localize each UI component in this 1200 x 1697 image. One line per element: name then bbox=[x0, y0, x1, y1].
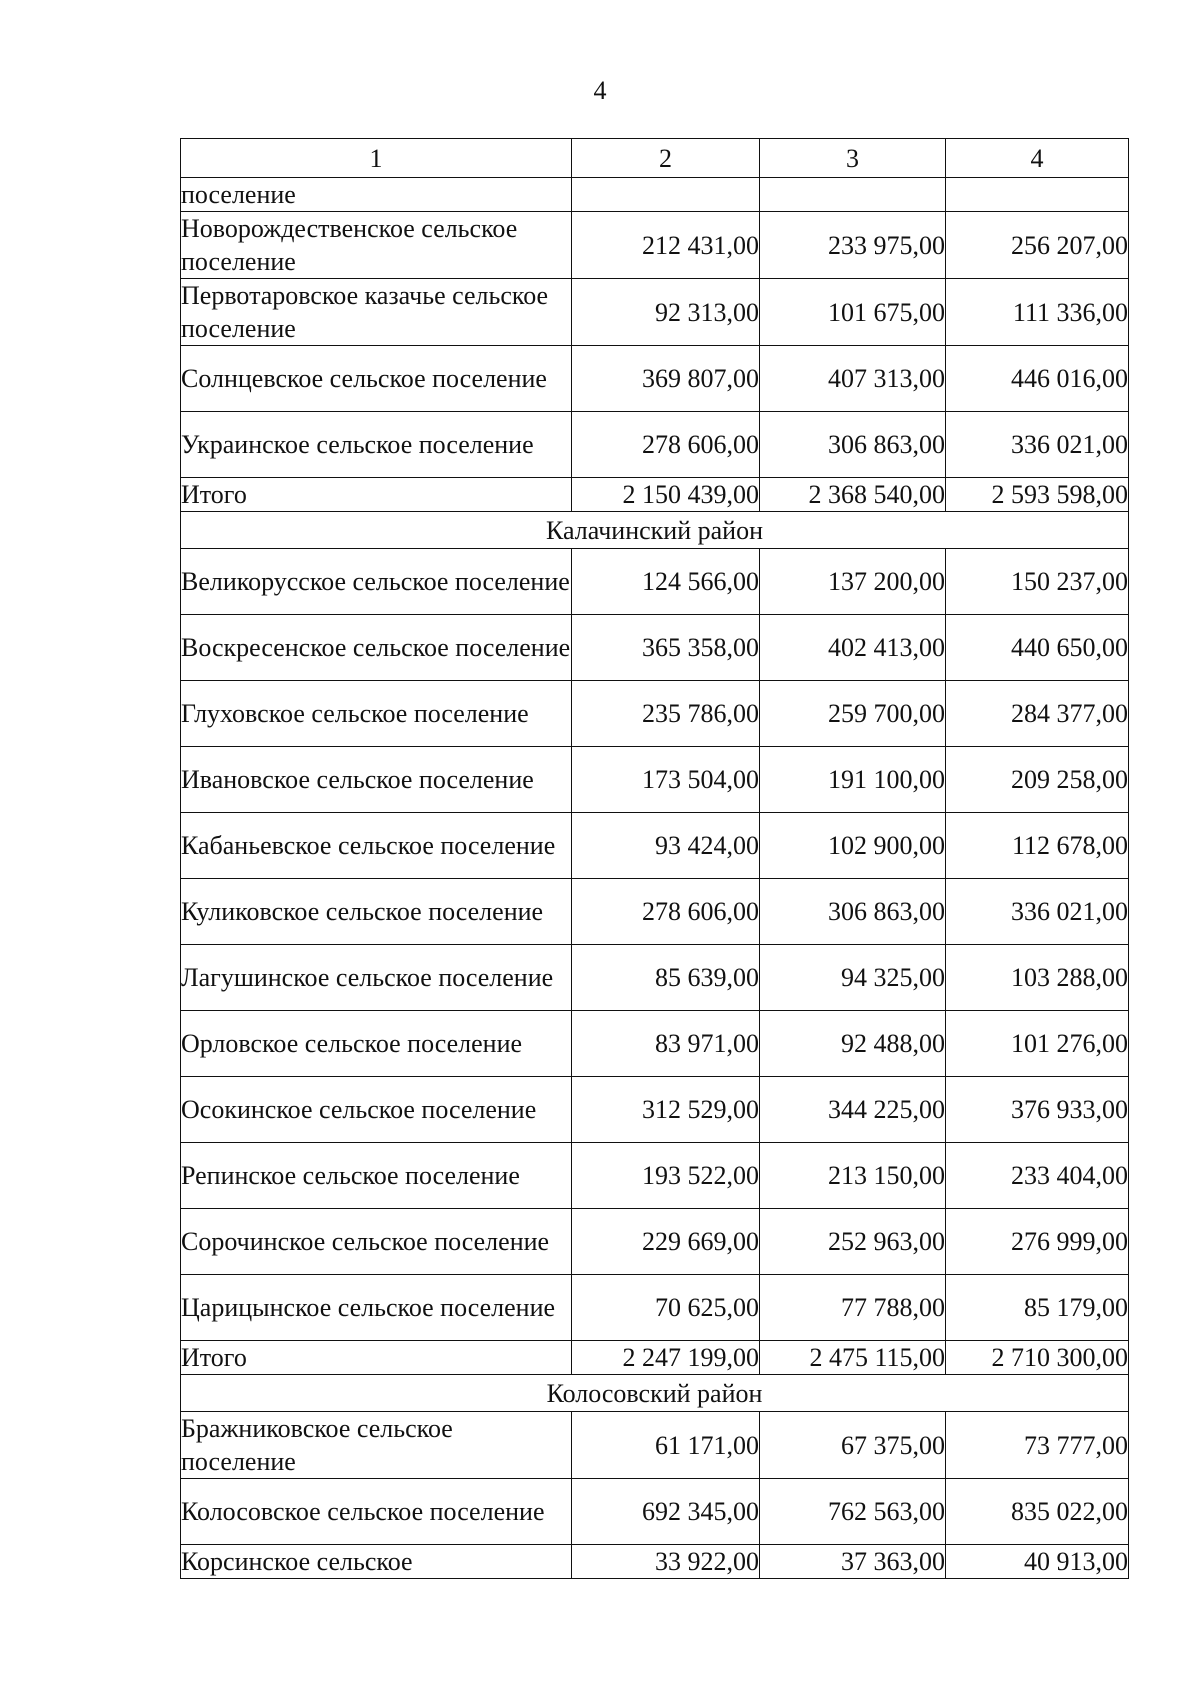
value-col-3: 77 788,00 bbox=[760, 1275, 946, 1341]
settlement-name: Кабаньевское сельское поселение bbox=[181, 813, 572, 879]
value-col-4: 256 207,00 bbox=[946, 212, 1129, 279]
value-col-4: 446 016,00 bbox=[946, 346, 1129, 412]
value-col-4: 73 777,00 bbox=[946, 1412, 1129, 1479]
table-row bbox=[181, 813, 1129, 879]
value-col-4: 440 650,00 bbox=[946, 615, 1129, 681]
budget-table bbox=[180, 138, 1129, 1579]
table-row bbox=[181, 945, 1129, 1011]
value-col-2: 369 807,00 bbox=[572, 346, 760, 412]
value-col-2: 278 606,00 bbox=[572, 879, 760, 945]
value-col-4: 111 336,00 bbox=[946, 279, 1129, 346]
district-row bbox=[181, 512, 1129, 549]
value-col-3: 92 488,00 bbox=[760, 1011, 946, 1077]
value-col-2: 193 522,00 bbox=[572, 1143, 760, 1209]
table-row bbox=[181, 747, 1129, 813]
value-col-3: 407 313,00 bbox=[760, 346, 946, 412]
value-col-3: 101 675,00 bbox=[760, 279, 946, 346]
value-col-2: 312 529,00 bbox=[572, 1077, 760, 1143]
value-col-2: 83 971,00 bbox=[572, 1011, 760, 1077]
table-row bbox=[181, 346, 1129, 412]
value-col-3: 762 563,00 bbox=[760, 1479, 946, 1545]
header-col-4: 4 bbox=[946, 139, 1129, 178]
table-row bbox=[181, 1479, 1129, 1545]
empty-cell bbox=[760, 178, 946, 212]
total-row bbox=[181, 478, 1129, 512]
value-col-2: 173 504,00 bbox=[572, 747, 760, 813]
table-row bbox=[181, 412, 1129, 478]
settlement-name: Глуховское сельское поселение bbox=[181, 681, 572, 747]
empty-cell bbox=[572, 178, 760, 212]
total-col-4: 2 710 300,00 bbox=[946, 1341, 1129, 1375]
value-col-2: 61 171,00 bbox=[572, 1412, 760, 1479]
district-row bbox=[181, 1375, 1129, 1412]
total-label: Итого bbox=[181, 1341, 572, 1375]
settlement-name: Корсинское сельское bbox=[181, 1545, 572, 1579]
value-col-2: 278 606,00 bbox=[572, 412, 760, 478]
table-row bbox=[181, 212, 1129, 279]
page-number: 4 bbox=[593, 76, 607, 105]
value-col-4: 284 377,00 bbox=[946, 681, 1129, 747]
settlement-name: Царицынское сельское поселение bbox=[181, 1275, 572, 1341]
value-col-3: 344 225,00 bbox=[760, 1077, 946, 1143]
value-col-2: 85 639,00 bbox=[572, 945, 760, 1011]
value-col-4: 101 276,00 bbox=[946, 1011, 1129, 1077]
value-col-3: 191 100,00 bbox=[760, 747, 946, 813]
settlement-name: Новорождественское сельское поселение bbox=[181, 212, 572, 279]
settlement-name: Куликовское сельское поселение bbox=[181, 879, 572, 945]
value-col-3: 306 863,00 bbox=[760, 879, 946, 945]
value-col-3: 37 363,00 bbox=[760, 1545, 946, 1579]
value-col-2: 124 566,00 bbox=[572, 549, 760, 615]
empty-cell bbox=[946, 178, 1129, 212]
value-col-4: 336 021,00 bbox=[946, 879, 1129, 945]
value-col-3: 67 375,00 bbox=[760, 1412, 946, 1479]
value-col-2: 92 313,00 bbox=[572, 279, 760, 346]
value-col-2: 212 431,00 bbox=[572, 212, 760, 279]
value-col-3: 252 963,00 bbox=[760, 1209, 946, 1275]
value-col-4: 276 999,00 bbox=[946, 1209, 1129, 1275]
value-col-3: 306 863,00 bbox=[760, 412, 946, 478]
value-col-4: 85 179,00 bbox=[946, 1275, 1129, 1341]
header-col-2: 2 bbox=[572, 139, 760, 178]
table-row bbox=[181, 1412, 1129, 1479]
table-row bbox=[181, 1209, 1129, 1275]
value-col-2: 365 358,00 bbox=[572, 615, 760, 681]
value-col-2: 229 669,00 bbox=[572, 1209, 760, 1275]
district-title: Калачинский район bbox=[181, 512, 1129, 549]
total-col-2: 2 150 439,00 bbox=[572, 478, 760, 512]
continuation-row bbox=[181, 178, 1129, 212]
total-col-3: 2 475 115,00 bbox=[760, 1341, 946, 1375]
value-col-4: 376 933,00 bbox=[946, 1077, 1129, 1143]
settlement-name: Осокинское сельское поселение bbox=[181, 1077, 572, 1143]
value-col-3: 259 700,00 bbox=[760, 681, 946, 747]
value-col-2: 692 345,00 bbox=[572, 1479, 760, 1545]
settlement-name: Великорусское сельское поселение bbox=[181, 549, 572, 615]
value-col-4: 233 404,00 bbox=[946, 1143, 1129, 1209]
value-col-2: 235 786,00 bbox=[572, 681, 760, 747]
continuation-label: поселение bbox=[181, 178, 572, 212]
header-row bbox=[181, 139, 1129, 178]
value-col-2: 70 625,00 bbox=[572, 1275, 760, 1341]
table-row bbox=[181, 1275, 1129, 1341]
value-col-4: 336 021,00 bbox=[946, 412, 1129, 478]
table-row bbox=[181, 681, 1129, 747]
table-row bbox=[181, 279, 1129, 346]
value-col-3: 137 200,00 bbox=[760, 549, 946, 615]
table-row bbox=[181, 549, 1129, 615]
settlement-name: Лагушинское сельское поселение bbox=[181, 945, 572, 1011]
table-row bbox=[181, 1545, 1129, 1579]
value-col-2: 33 922,00 bbox=[572, 1545, 760, 1579]
settlement-name: Ивановское сельское поселение bbox=[181, 747, 572, 813]
value-col-4: 835 022,00 bbox=[946, 1479, 1129, 1545]
table-row bbox=[181, 1011, 1129, 1077]
table-row bbox=[181, 1143, 1129, 1209]
value-col-3: 213 150,00 bbox=[760, 1143, 946, 1209]
table-row bbox=[181, 615, 1129, 681]
total-col-3: 2 368 540,00 bbox=[760, 478, 946, 512]
value-col-4: 40 913,00 bbox=[946, 1545, 1129, 1579]
value-col-4: 103 288,00 bbox=[946, 945, 1129, 1011]
total-label: Итого bbox=[181, 478, 572, 512]
value-col-3: 102 900,00 bbox=[760, 813, 946, 879]
settlement-name: Орловское сельское поселение bbox=[181, 1011, 572, 1077]
district-title: Колосовский район bbox=[181, 1375, 1129, 1412]
header-col-3: 3 bbox=[760, 139, 946, 178]
table-row bbox=[181, 1077, 1129, 1143]
settlement-name: Солнцевское сельское поселение bbox=[181, 346, 572, 412]
settlement-name: Воскресенское сельское поселение bbox=[181, 615, 572, 681]
settlement-name: Репинское сельское поселение bbox=[181, 1143, 572, 1209]
table-row bbox=[181, 879, 1129, 945]
value-col-3: 94 325,00 bbox=[760, 945, 946, 1011]
settlement-name: Колосовское сельское поселение bbox=[181, 1479, 572, 1545]
total-row bbox=[181, 1341, 1129, 1375]
settlement-name: Бражниковское сельское поселение bbox=[181, 1412, 572, 1479]
total-col-2: 2 247 199,00 bbox=[572, 1341, 760, 1375]
settlement-name: Украинское сельское поселение bbox=[181, 412, 572, 478]
value-col-4: 150 237,00 bbox=[946, 549, 1129, 615]
value-col-2: 93 424,00 bbox=[572, 813, 760, 879]
header-col-1: 1 bbox=[181, 139, 572, 178]
settlement-name: Первотаровское казачье сельское поселение bbox=[181, 279, 572, 346]
value-col-4: 112 678,00 bbox=[946, 813, 1129, 879]
total-col-4: 2 593 598,00 bbox=[946, 478, 1129, 512]
settlement-name: Сорочинское сельское поселение bbox=[181, 1209, 572, 1275]
value-col-3: 402 413,00 bbox=[760, 615, 946, 681]
value-col-3: 233 975,00 bbox=[760, 212, 946, 279]
value-col-4: 209 258,00 bbox=[946, 747, 1129, 813]
